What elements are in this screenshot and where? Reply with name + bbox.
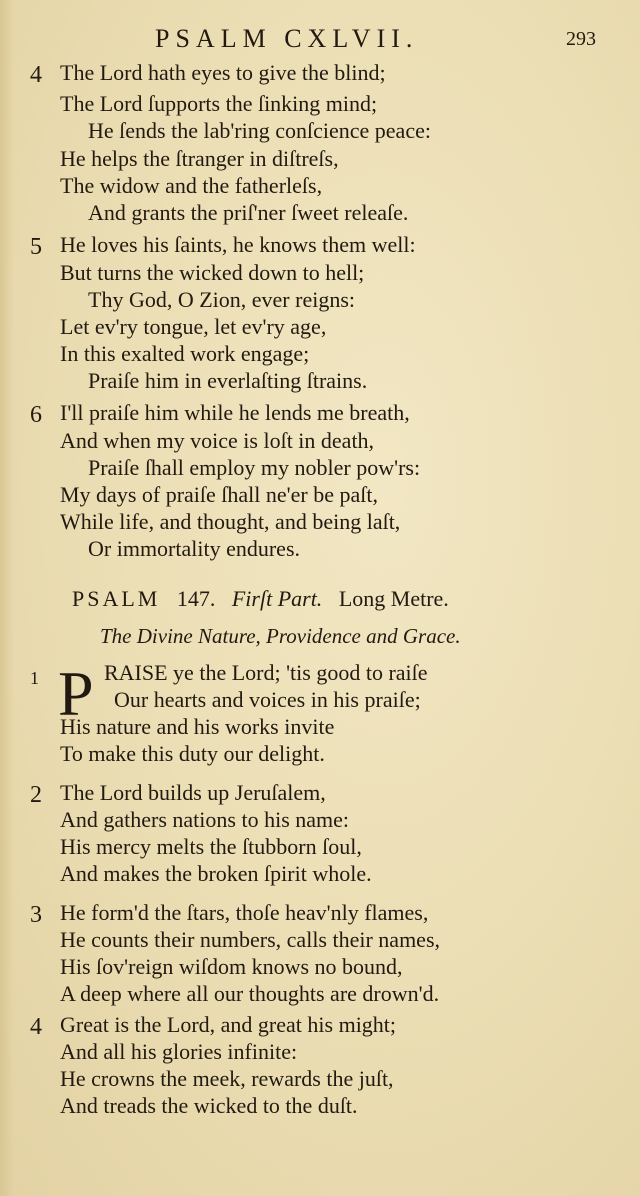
- page-edge-shadow: [0, 0, 14, 1196]
- verse-number: 4: [30, 1014, 42, 1040]
- drop-cap: P: [58, 658, 94, 729]
- verse-line: But turns the wicked down to hell;: [60, 260, 365, 285]
- verse-number: 4: [30, 62, 42, 88]
- verse-line: He loves his ſaints, he knows them well:: [60, 232, 416, 257]
- psalm-heading: [72, 586, 449, 612]
- verse-line: Let ev'ry tongue, let ev'ry age,: [60, 314, 327, 339]
- verse-line: Thy God, O Zion, ever reigns:: [88, 287, 355, 312]
- verse-line: Or immortality endures.: [88, 536, 301, 561]
- verse-line: He counts their numbers, calls their names,: [60, 927, 441, 952]
- verse-line: He form'd the ſtars, thoſe heav'nly flames,: [60, 900, 429, 925]
- verse-number: 5: [30, 234, 42, 260]
- verse-line: The widow and the fatherleſs,: [60, 173, 323, 198]
- psalm-part: Firſt Part.: [231, 586, 323, 611]
- running-head: PSALM CXLVII.: [155, 24, 419, 53]
- verse-line: To make this duty our delight.: [60, 741, 325, 766]
- verse-line: My days of praiſe ſhall ne'er be paſt,: [60, 482, 378, 507]
- verse-line: Great is the Lord, and great his might;: [60, 1012, 397, 1037]
- verse-line: He helps the ſtranger in diſtreſs,: [60, 146, 339, 171]
- verse-line: He crowns the meek, rewards the juſt,: [60, 1066, 394, 1091]
- verse-number: 1: [30, 668, 39, 688]
- verse-line: He ſends the lab'ring conſcience peace:: [88, 118, 431, 143]
- verse-number: 6: [30, 402, 42, 428]
- verse-line: The Lord builds up Jeruſalem,: [60, 780, 326, 805]
- verse-line: In this exalted work engage;: [60, 341, 310, 366]
- psalm-subtitle: The Divine Nature, Providence and Grace.: [100, 624, 461, 648]
- verse-line: His ſov'reign wiſdom knows no bound,: [60, 954, 403, 979]
- page-header: [0, 24, 640, 64]
- verse-number: 2: [30, 782, 42, 808]
- verse-line: Our hearts and voices in his praiſe;: [114, 687, 421, 712]
- verse-line: Praiſe him in everlaſting ſtrains.: [88, 368, 368, 393]
- verse-line: And treads the wicked to the duſt.: [60, 1093, 358, 1118]
- verse-line: And all his glories infinite:: [60, 1039, 298, 1064]
- verse-line: While life, and thought, and being laſt,: [60, 509, 401, 534]
- verse-number: 3: [30, 902, 42, 928]
- psalm-number: 147.: [176, 586, 216, 611]
- verse-line: The Lord ſupports the ſinking mind;: [60, 91, 378, 116]
- psalm-label: PSALM: [72, 586, 161, 611]
- verse-line: A deep where all our thoughts are drown'd.: [60, 981, 440, 1006]
- verse-line: And makes the broken ſpirit whole.: [60, 861, 372, 886]
- verse-line: RAISE ye the Lord; 'tis good to raiſe: [104, 660, 428, 685]
- verse-line: The Lord hath eyes to give the blind;: [60, 60, 386, 85]
- verse-line: I'll praiſe him while he lends me breath,: [60, 400, 410, 425]
- psalm-metre: Long Metre.: [338, 586, 449, 611]
- page-number: 293: [566, 28, 596, 50]
- verse-line: Praiſe ſhall employ my nobler pow'rs:: [88, 455, 421, 480]
- verse-line: And grants the priſ'ner ſweet releaſe.: [88, 200, 409, 225]
- verse-line: And gathers nations to his name:: [60, 807, 350, 832]
- verse-line: And when my voice is loſt in death,: [60, 428, 375, 453]
- verse-line: His mercy melts the ſtubborn ſoul,: [60, 834, 362, 859]
- verse-line: His nature and his works invite: [60, 714, 335, 739]
